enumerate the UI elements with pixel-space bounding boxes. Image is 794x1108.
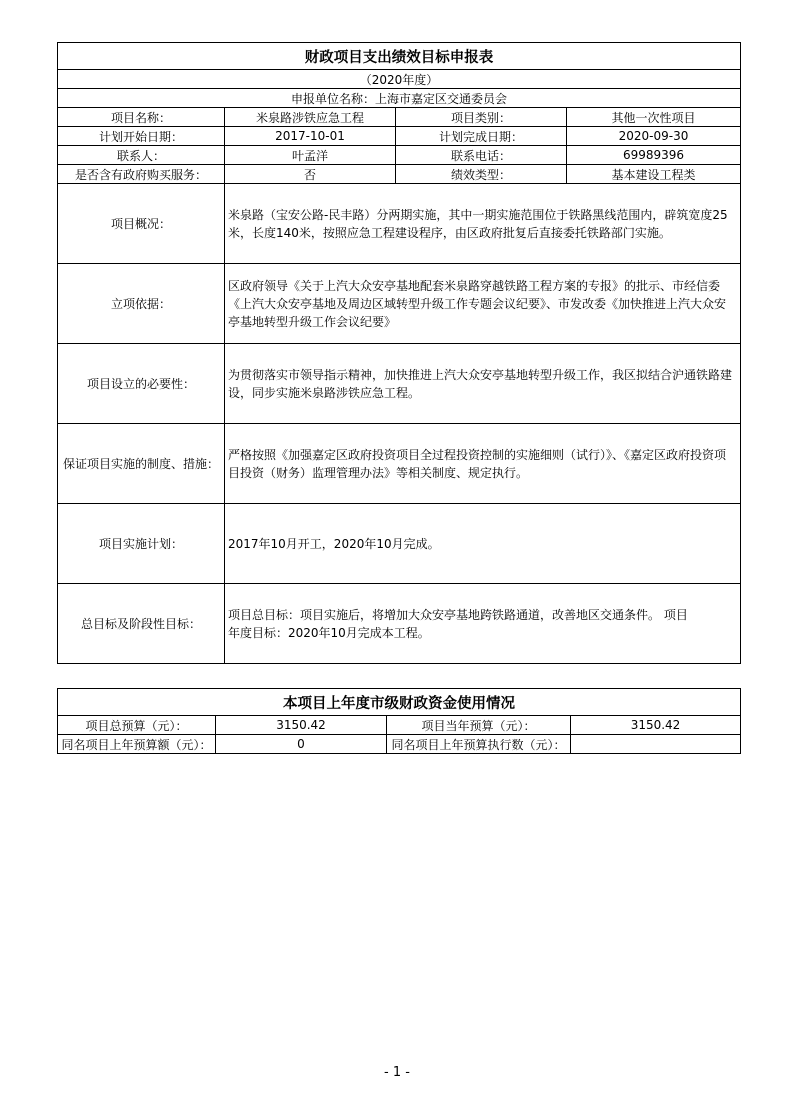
end-date-label: 计划完成日期： [396, 127, 567, 146]
plan-text: 2017年10月开工，2020年10月完成。 [225, 504, 741, 584]
start-date-label: 计划开始日期： [58, 127, 225, 146]
budget-usage-table [57, 688, 741, 754]
total-budget-label: 项目总预算（元）： [58, 716, 216, 735]
phone-value: 69989396 [567, 146, 741, 165]
declaring-unit: 申报单位名称：上海市嘉定区交通委员会 [58, 89, 741, 108]
page-number: - 1 - [384, 1065, 410, 1080]
plan-label: 项目实施计划： [58, 504, 225, 584]
contact-value: 叶孟洋 [225, 146, 396, 165]
guarantee-text: 严格按照《加强嘉定区政府投资项目全过程投资控制的实施细则（试行）》、《嘉定区政府投资项目投资（财务）监理管理办法》等相关制度、规定执行。 [225, 424, 741, 504]
goal-text-line-2: 年度目标：2020年10月完成本工程。 [228, 625, 430, 640]
goal-label: 总目标及阶段性目标： [58, 584, 225, 664]
prev-exec-value [571, 735, 741, 754]
end-date-value: 2020-09-30 [567, 127, 741, 146]
form-year: （2020年度） [58, 70, 741, 89]
guarantee-label: 保证项目实施的制度、措施： [58, 424, 225, 504]
start-date-value: 2017-10-01 [225, 127, 396, 146]
overview-text: 米泉路（宝安公路-民丰路）分两期实施，其中一期实施范围位于铁路黑线范围内，辟筑宽度25米，长度140米，按照应急工程建设程序，由区政府批复后直接委托铁路部门实施。 [225, 184, 741, 264]
prev-budget-value: 0 [216, 735, 387, 754]
prev-budget-label: 同名项目上年预算额（元）： [58, 735, 216, 754]
form-title: 财政项目支出绩效目标申报表 [58, 43, 741, 70]
gov-purchase-label: 是否含有政府购买服务： [58, 165, 225, 184]
budget-title: 本项目上年度市级财政资金使用情况 [58, 689, 741, 716]
perf-type-label: 绩效类型： [396, 165, 567, 184]
current-budget-label: 项目当年预算（元）： [387, 716, 571, 735]
phone-label: 联系电话： [396, 146, 567, 165]
overview-label: 项目概况： [58, 184, 225, 264]
project-name-label: 项目名称： [58, 108, 225, 127]
necessity-text: 为贯彻落实市领导指示精神，加快推进上汽大众安亭基地转型升级工作，我区拟结合沪通铁路建设，同步实施米泉路涉铁应急工程。 [225, 344, 741, 424]
project-name-value: 米泉路涉铁应急工程 [225, 108, 396, 127]
current-budget-value: 3150.42 [571, 716, 741, 735]
goal-text-line-1: 项目总目标：项目实施后，将增加大众安亭基地跨铁路通道，改善地区交通条件。 项目 [228, 607, 688, 622]
gov-purchase-value: 否 [225, 165, 396, 184]
project-type-label: 项目类别： [396, 108, 567, 127]
basis-text: 区政府领导《关于上汽大众安亭基地配套米泉路穿越铁路工程方案的专报》的批示、市经信委《上汽大众安亭基地及周边区域转型升级工作专题会议纪要》、市发改委《加快推进上汽大众安亭基地转型升级工作会议纪要》 [225, 264, 741, 344]
prev-exec-label: 同名项目上年预算执行数（元）： [387, 735, 571, 754]
necessity-label: 项目设立的必要性： [58, 344, 225, 424]
project-type-value: 其他一次性项目 [567, 108, 741, 127]
performance-target-form [57, 42, 741, 664]
basis-label: 立项依据： [58, 264, 225, 344]
perf-type-value: 基本建设工程类 [567, 165, 741, 184]
goal-text [225, 584, 741, 664]
total-budget-value: 3150.42 [216, 716, 387, 735]
contact-label: 联系人： [58, 146, 225, 165]
